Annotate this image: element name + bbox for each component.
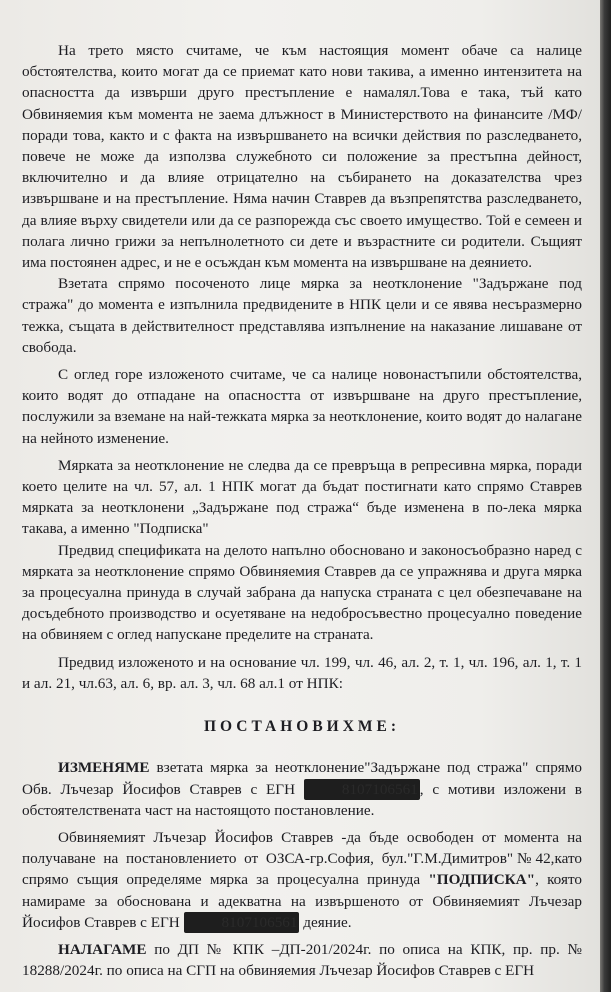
paragraph-travel-ban: Предвид спецификата на делото напълно обосновано и законосъобразно наред с мярката за неотклонение спрямо Обвиняемия Ставрев да се упражнява и друга мярка за процесуална принуда в случай забрана да напуска страната с цел обезпечаване на досъдебното производство и осуетяване на недобросъвестно процесуално поведение на обвиняем с оглед напускане пределите на страната. [22,541,582,644]
redacted-egn: 8107106561 [304,779,420,800]
paragraph-detention-measure: Взетата спрямо посоченото лице мярка за неотклонение "Задържане под стража" до момента е изпълнила предвидените в НПК цели и се явява несъразмерно тежка, същата в действителност представлява изпълнение на наказание лишаване от свобода. [22,275,582,356]
release-text-b: , която намираме за обоснована и адекватна на извършеното от Обвиняемият Лъчезар Йосифов Ставрев с ЕГН [22,871,583,931]
paragraph-legal-basis: Предвид изложеното и на основание чл. 199, чл. 46, ал. 2, т. 1, чл. 196, ал. 1, т. 1 и ал. 21, чл.63, ал. 6, вр. ал. 3, чл. 68 ал.1 от НПК: [22,653,582,692]
decision-heading: ПОСТАНОВИХМЕ: [203,718,401,736]
release-text-a: Обвиняемият Лъчезар Йосифов Ставрев -да бъде освободен от момента на получаване на постановлението от ОЗСА-гр.София, бул."Г.М.Димитров"№42,като спрямо същия определяме мярка за процесуална принуда [22,828,582,889]
impose-keyword: НАЛАГАМЕ [58,940,147,958]
paragraph-release [22,827,582,933]
release-text-c: деяние. [299,913,352,931]
redacted-egn: 8107106561 [184,912,300,933]
paragraph-new-circumstances: На трето място считаме, че към настоящия момент обаче са налице обстоятелства, които могат да се приемат като нови такива, а именно интензитета на опасността да извърши друго престъпление е намалял.Това е така, тъй като Обвиняемия към момента не заема длъжност в Министерството на финансите /МФ/ поради това, както и с факта на извършването на всички действия по разследването, повече не може да използва служебното си положение за престъпна дейност, включително и да влияе отрицателно на събирането на доказателства чрез извършване и на престъпление. Няма начин Ставрев да възпрепятства разследването, да влияе върху свидетели или да се разпорежда със своето имущество. Той е семеен и полага лично грижи за непълнолетното си дете и възрастните си родители. Същият има постоянен адрес, и не е осъждан към момента на извършване на деянието. [22,42,582,272]
impose-text: по ДП № КПК –ДП-201/2024г. по описа на КПК, пр. пр. № 18288/2024г. по описа на СГП на обвиняемия Лъчезар Йосифов Ставрев с ЕГН [22,940,582,980]
amend-keyword: ИЗМЕНЯМЕ [58,759,150,777]
signature-measure: "ПОДПИСКА" [428,871,536,889]
paragraph-impose [22,939,582,981]
paragraph-amend [22,757,582,821]
amend-text-a: взетата мярка за неотклонение"Задържане под стража" спрямо Обв. Лъчезар Йосифов Ставрев с ЕГН [22,759,582,798]
page-edge-shadow [600,0,611,992]
amend-text-b: , с мотиви изложени в обстоятелствената част на настоящото постановление. [22,780,582,819]
document-body [22,40,582,981]
paragraph-conclusion: С оглед горе изложеното считаме, че са налице новонастъпили обстоятелства, които водят до отпадане на опасността от извършване на друго престъпление, послужили за вземане на най-тежката мярка за неотклонение, които водят до налагане на нейното изменение. [22,366,582,447]
paragraph-measure-change: Мярката за неотклонение не следва да се превръща в репресивна мярка, поради което целите на чл. 57, ал. 1 НПК могат да бъдат постигнати като спрямо Ставрев мярката за неотклонени „Задържане под стража“ бъде изменена в по-лека мярка такава, а именно "Подписка" [22,456,582,538]
